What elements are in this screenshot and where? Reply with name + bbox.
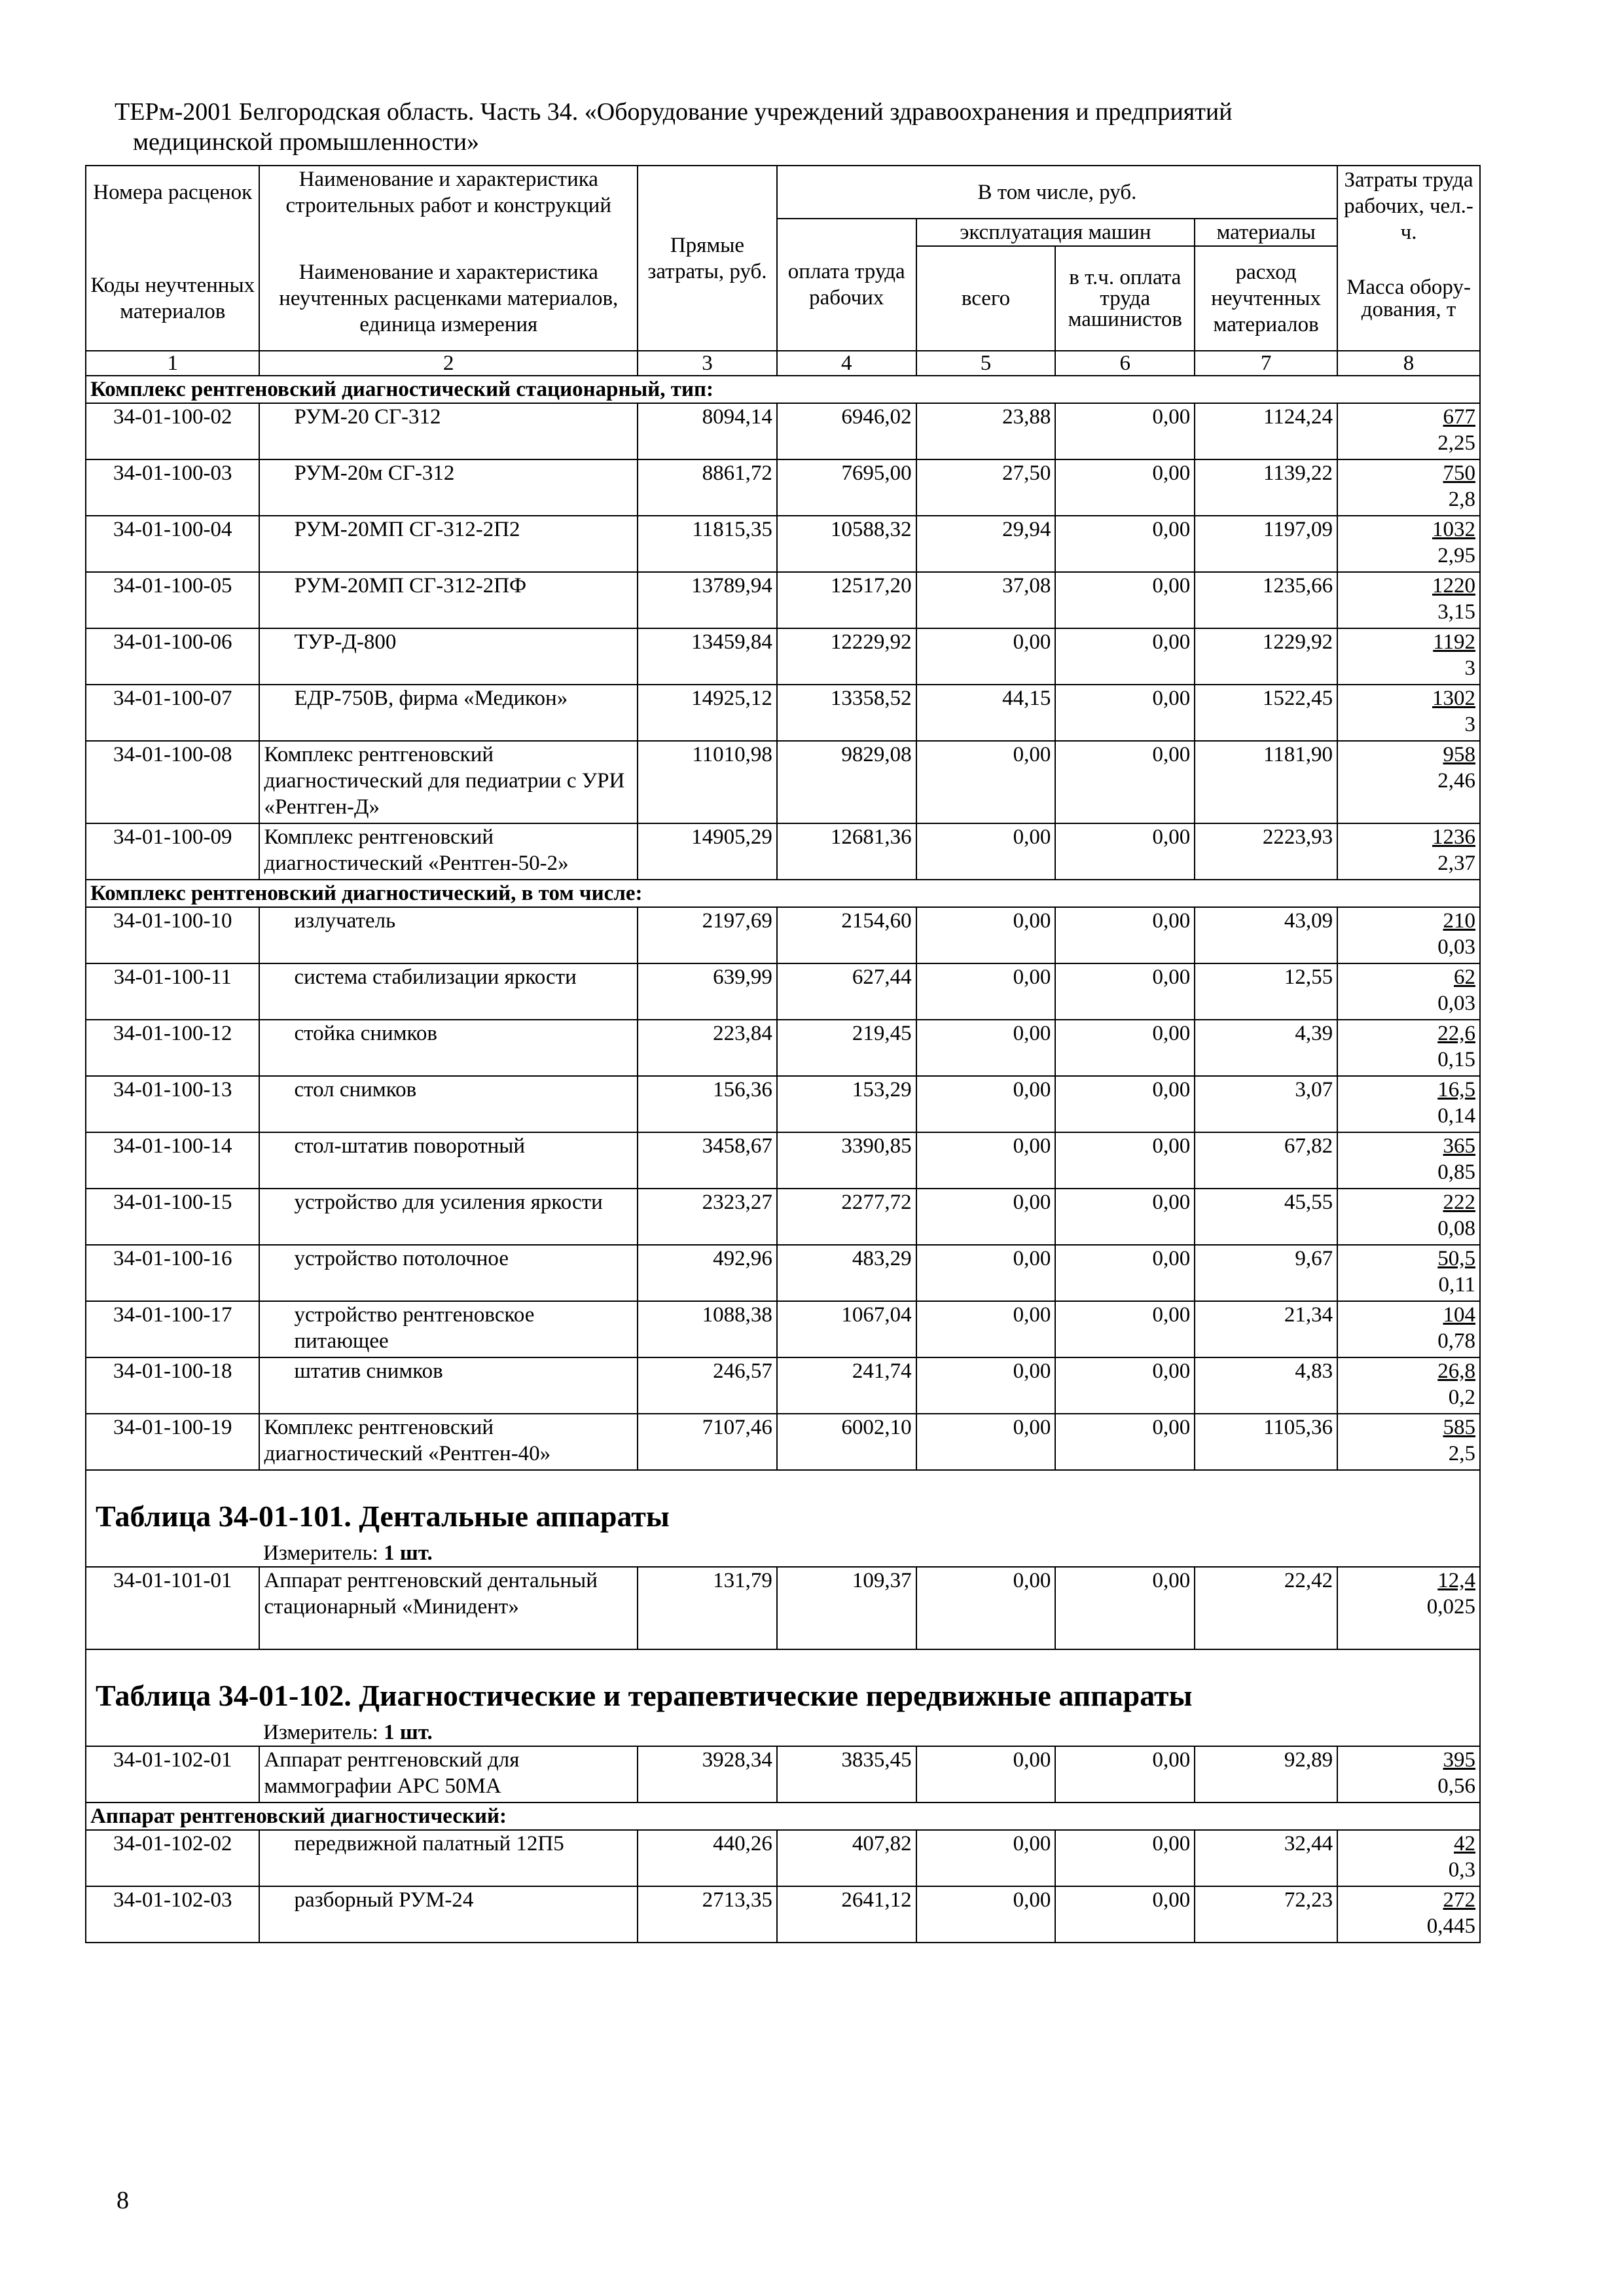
hours-mass-cell <box>1337 1020 1480 1076</box>
materials-cell: 72,23 <box>1195 1886 1337 1943</box>
table-row <box>86 1357 1480 1414</box>
machinist-labor-cell: 0,00 <box>1055 1414 1195 1470</box>
table-row <box>86 459 1480 516</box>
col6-header: в т.ч. оплата труда машинистов <box>1055 246 1195 351</box>
machine-cost-cell: 29,94 <box>916 516 1056 572</box>
table-row <box>86 1746 1480 1803</box>
labor-hours: 104 <box>1443 1303 1475 1327</box>
labor-hours: 1220 <box>1432 574 1475 598</box>
hours-mass-cell <box>1337 516 1480 572</box>
direct-cost-cell: 246,57 <box>638 1357 777 1414</box>
col-num-4: 4 <box>777 351 916 376</box>
code-cell: 34-01-100-18 <box>86 1357 259 1414</box>
machinist-labor-cell: 0,00 <box>1055 1746 1195 1803</box>
code-cell: 34-01-100-03 <box>86 459 259 516</box>
equipment-mass: 0,08 <box>1437 1217 1475 1240</box>
name-cell: ТУР-Д-800 <box>259 628 638 685</box>
equipment-mass: 3 <box>1464 656 1475 680</box>
table-row <box>86 516 1480 572</box>
page-number: 8 <box>117 2187 129 2214</box>
hours-mass-cell <box>1337 459 1480 516</box>
table-measure <box>86 1540 1479 1566</box>
materials-cell: 67,82 <box>1195 1132 1337 1189</box>
table-row <box>86 907 1480 963</box>
materials-cell: 45,55 <box>1195 1189 1337 1245</box>
code-cell: 34-01-100-19 <box>86 1414 259 1470</box>
hours-mass-cell <box>1337 907 1480 963</box>
machine-cost-cell: 0,00 <box>916 1245 1056 1301</box>
machinist-labor-cell: 0,00 <box>1055 1020 1195 1076</box>
machine-cost-cell: 37,08 <box>916 572 1056 628</box>
direct-cost-cell: 156,36 <box>638 1076 777 1132</box>
labor-cost-cell: 2154,60 <box>777 907 916 963</box>
labor-hours: 365 <box>1443 1134 1475 1158</box>
group-heading-row <box>86 880 1480 907</box>
equipment-mass: 0,025 <box>1426 1595 1475 1619</box>
table-row <box>86 1414 1480 1470</box>
machine-cost-cell: 0,00 <box>916 1189 1056 1245</box>
machine-cost-cell: 0,00 <box>916 1132 1056 1189</box>
labor-cost-cell: 10588,32 <box>777 516 916 572</box>
hours-mass-cell <box>1337 1567 1480 1649</box>
name-cell: Аппарат рентгеновский для маммографии АРС 50МА <box>259 1746 638 1803</box>
code-cell: 34-01-102-02 <box>86 1830 259 1886</box>
labor-hours: 22,6 <box>1437 1022 1475 1045</box>
code-cell: 34-01-100-04 <box>86 516 259 572</box>
labor-cost-cell: 6002,10 <box>777 1414 916 1470</box>
direct-cost-cell: 1088,38 <box>638 1301 777 1357</box>
code-cell: 34-01-100-16 <box>86 1245 259 1301</box>
direct-cost-cell: 11010,98 <box>638 741 777 823</box>
machine-cost-cell: 23,88 <box>916 403 1056 459</box>
col1-header-bottom: Коды неучтенных материалов <box>86 246 259 351</box>
name-cell: стойка снимков <box>259 1020 638 1076</box>
labor-cost-cell: 12229,92 <box>777 628 916 685</box>
code-cell: 34-01-100-12 <box>86 1020 259 1076</box>
header-line-2: медицинской промышленности» <box>133 128 480 156</box>
incl-header: В том числе, руб. <box>777 166 1337 219</box>
direct-cost-cell: 639,99 <box>638 963 777 1020</box>
hours-mass-cell <box>1337 1301 1480 1357</box>
direct-cost-cell: 8094,14 <box>638 403 777 459</box>
equipment-mass: 2,95 <box>1437 544 1475 567</box>
direct-cost-cell: 7107,46 <box>638 1414 777 1470</box>
equipment-mass: 3,15 <box>1437 600 1475 624</box>
machinist-labor-cell: 0,00 <box>1055 1357 1195 1414</box>
table-row <box>86 1132 1480 1189</box>
machinist-labor-cell: 0,00 <box>1055 963 1195 1020</box>
table-row <box>86 1245 1480 1301</box>
name-cell: РУМ-20м СГ-312 <box>259 459 638 516</box>
hours-mass-cell <box>1337 1357 1480 1414</box>
name-cell: стол снимков <box>259 1076 638 1132</box>
hours-mass-cell <box>1337 1132 1480 1189</box>
labor-cost-cell: 1067,04 <box>777 1301 916 1357</box>
labor-cost-cell: 9829,08 <box>777 741 916 823</box>
materials-cell: 43,09 <box>1195 907 1337 963</box>
labor-cost-cell: 3390,85 <box>777 1132 916 1189</box>
labor-hours: 958 <box>1443 743 1475 766</box>
name-cell: РУМ-20МП СГ-312-2П2 <box>259 516 638 572</box>
machine-cost-cell: 0,00 <box>916 963 1056 1020</box>
equipment-mass: 0,15 <box>1437 1048 1475 1071</box>
col7-header: расход неучтенных материалов <box>1195 246 1337 351</box>
name-cell: стол-штатив поворотный <box>259 1132 638 1189</box>
col-num-6: 6 <box>1055 351 1195 376</box>
table-row <box>86 1830 1480 1886</box>
labor-hours: 1236 <box>1432 825 1475 849</box>
labor-hours: 677 <box>1443 405 1475 429</box>
col3-header: Прямые затраты, руб. <box>638 166 777 351</box>
equipment-mass: 0,3 <box>1448 1858 1475 1882</box>
direct-cost-cell: 223,84 <box>638 1020 777 1076</box>
direct-cost-cell: 3928,34 <box>638 1746 777 1803</box>
machine-cost-cell: 0,00 <box>916 1076 1056 1132</box>
name-cell: передвижной палатный 12П5 <box>259 1830 638 1886</box>
labor-cost-cell: 483,29 <box>777 1245 916 1301</box>
labor-cost-cell: 12681,36 <box>777 823 916 880</box>
materials-cell: 3,07 <box>1195 1076 1337 1132</box>
direct-cost-cell: 492,96 <box>638 1245 777 1301</box>
machine-cost-cell: 0,00 <box>916 1830 1056 1886</box>
machinist-labor-cell: 0,00 <box>1055 1076 1195 1132</box>
col-num-7: 7 <box>1195 351 1337 376</box>
labor-hours: 585 <box>1443 1416 1475 1439</box>
machine-cost-cell: 0,00 <box>916 1746 1056 1803</box>
labor-hours: 1302 <box>1432 687 1475 710</box>
direct-cost-cell: 2713,35 <box>638 1886 777 1943</box>
machinist-labor-cell: 0,00 <box>1055 823 1195 880</box>
machinist-labor-cell: 0,00 <box>1055 1189 1195 1245</box>
col1-header-top: Номера расценок <box>86 166 259 219</box>
hours-mass-cell <box>1337 685 1480 741</box>
hours-mass-cell <box>1337 1189 1480 1245</box>
machine-cost-cell: 0,00 <box>916 1414 1056 1470</box>
code-cell: 34-01-100-13 <box>86 1076 259 1132</box>
group-heading-row <box>86 1803 1480 1830</box>
measure-value: 1 шт. <box>384 1541 433 1565</box>
materials-cell: 22,42 <box>1195 1567 1337 1649</box>
name-cell: устройство для усиления яркости <box>259 1189 638 1245</box>
code-cell: 34-01-100-10 <box>86 907 259 963</box>
machine-cost-cell: 0,00 <box>916 628 1056 685</box>
code-cell: 34-01-100-02 <box>86 403 259 459</box>
machinist-labor-cell: 0,00 <box>1055 459 1195 516</box>
materials-cell: 1522,45 <box>1195 685 1337 741</box>
direct-cost-cell: 13789,94 <box>638 572 777 628</box>
direct-cost-cell: 13459,84 <box>638 628 777 685</box>
name-cell: Аппарат рентгеновский дентальный стационарный «Минидент» <box>259 1567 638 1649</box>
name-cell: Комплекс рентгеновский диагностический для педиатрии с УРИ «Рентген-Д» <box>259 741 638 823</box>
materials-cell: 1181,90 <box>1195 741 1337 823</box>
direct-cost-cell: 2197,69 <box>638 907 777 963</box>
col-num-8: 8 <box>1337 351 1480 376</box>
labor-cost-cell: 2277,72 <box>777 1189 916 1245</box>
labor-hours: 26,8 <box>1437 1359 1475 1383</box>
table-title-row <box>86 1649 1480 1746</box>
col4-header: оплата труда рабочих <box>777 219 916 351</box>
direct-cost-cell: 14905,29 <box>638 823 777 880</box>
header-line-1: ТЕРм-2001 Белгородская область. Часть 34. «Оборудование учреждений здравоохранения и предприятий <box>115 98 1233 126</box>
direct-cost-cell: 131,79 <box>638 1567 777 1649</box>
hours-mass-cell <box>1337 823 1480 880</box>
rates-table <box>85 165 1481 1943</box>
materials-cell: 1124,24 <box>1195 403 1337 459</box>
machinist-labor-cell: 0,00 <box>1055 741 1195 823</box>
table-row <box>86 1301 1480 1357</box>
materials-cell: 4,39 <box>1195 1020 1337 1076</box>
direct-cost-cell: 2323,27 <box>638 1189 777 1245</box>
column-numbers-row <box>86 351 1480 376</box>
materials-cell: 1229,92 <box>1195 628 1337 685</box>
labor-hours: 12,4 <box>1437 1569 1475 1592</box>
table-title: Таблица 34-01-102. Диагностические и терапевтические передвижные аппараты <box>96 1679 1193 1712</box>
code-cell: 34-01-100-07 <box>86 685 259 741</box>
hours-mass-cell <box>1337 572 1480 628</box>
equipment-mass: 2,5 <box>1448 1442 1475 1465</box>
table-row <box>86 741 1480 823</box>
machine-cost-cell: 0,00 <box>916 1301 1056 1357</box>
code-cell: 34-01-100-17 <box>86 1301 259 1357</box>
table-row <box>86 685 1480 741</box>
materials-cell: 1197,09 <box>1195 516 1337 572</box>
machinist-labor-cell: 0,00 <box>1055 516 1195 572</box>
code-cell: 34-01-102-03 <box>86 1886 259 1943</box>
labor-hours: 62 <box>1454 965 1475 989</box>
materials-cell: 9,67 <box>1195 1245 1337 1301</box>
labor-cost-cell: 109,37 <box>777 1567 916 1649</box>
table-title: Таблица 34-01-101. Дентальные аппараты <box>96 1499 670 1533</box>
hours-mass-cell <box>1337 1886 1480 1943</box>
name-cell: Комплекс рентгеновский диагностический «Рентген-50-2» <box>259 823 638 880</box>
machinist-labor-cell: 0,00 <box>1055 1132 1195 1189</box>
labor-hours: 222 <box>1443 1191 1475 1214</box>
col5-header: всего <box>916 246 1056 351</box>
direct-cost-cell: 14925,12 <box>638 685 777 741</box>
header-row-1 <box>86 166 1480 219</box>
measure-label: Измеритель: <box>263 1541 378 1565</box>
col-num-1: 1 <box>86 351 259 376</box>
table-row <box>86 1020 1480 1076</box>
materials-cell: 92,89 <box>1195 1746 1337 1803</box>
table-row <box>86 572 1480 628</box>
direct-cost-cell: 440,26 <box>638 1830 777 1886</box>
direct-cost-cell: 3458,67 <box>638 1132 777 1189</box>
name-cell: ЕДР-750В, фирма «Медикон» <box>259 685 638 741</box>
materials-cell: 1139,22 <box>1195 459 1337 516</box>
code-cell: 34-01-101-01 <box>86 1567 259 1649</box>
table-row <box>86 823 1480 880</box>
measure-label: Измеритель: <box>263 1721 378 1744</box>
labor-cost-cell: 3835,45 <box>777 1746 916 1803</box>
equipment-mass: 0,56 <box>1437 1774 1475 1798</box>
hours-mass-cell <box>1337 628 1480 685</box>
rates-table-body <box>86 166 1480 1943</box>
table-row <box>86 628 1480 685</box>
code-cell: 34-01-100-05 <box>86 572 259 628</box>
labor-hours: 50,5 <box>1437 1247 1475 1270</box>
col2-header-top: Наименование и характеристика строительных работ и конструкций <box>259 166 638 219</box>
hours-mass-cell <box>1337 963 1480 1020</box>
materials-cell: 1235,66 <box>1195 572 1337 628</box>
group-heading: Комплекс рентгеновский диагностический стационарный, тип: <box>86 376 1480 403</box>
hours-mass-cell <box>1337 1076 1480 1132</box>
materials-cell: 4,83 <box>1195 1357 1337 1414</box>
equipment-mass: 0,78 <box>1437 1329 1475 1353</box>
col8-header-bottom: Масса обору-дования, т <box>1337 246 1480 351</box>
equipment-mass: 0,11 <box>1438 1273 1475 1297</box>
equipment-mass: 0,2 <box>1448 1386 1475 1409</box>
labor-hours: 750 <box>1443 461 1475 485</box>
code-cell: 34-01-100-09 <box>86 823 259 880</box>
labor-cost-cell: 219,45 <box>777 1020 916 1076</box>
equipment-mass: 0,445 <box>1426 1914 1475 1938</box>
equipment-mass: 3 <box>1464 713 1475 736</box>
table-row <box>86 1076 1480 1132</box>
name-cell: система стабилизации яркости <box>259 963 638 1020</box>
machine-cost-cell: 0,00 <box>916 741 1056 823</box>
labor-cost-cell: 407,82 <box>777 1830 916 1886</box>
machine-cost-cell: 0,00 <box>916 1020 1056 1076</box>
group-heading-row <box>86 376 1480 403</box>
hours-mass-cell <box>1337 1414 1480 1470</box>
machine-cost-cell: 44,15 <box>916 685 1056 741</box>
col-num-5: 5 <box>916 351 1056 376</box>
machinist-labor-cell: 0,00 <box>1055 907 1195 963</box>
name-cell: штатив снимков <box>259 1357 638 1414</box>
name-cell: РУМ-20МП СГ-312-2ПФ <box>259 572 638 628</box>
machinist-labor-cell: 0,00 <box>1055 1830 1195 1886</box>
machinist-labor-cell: 0,00 <box>1055 1567 1195 1649</box>
labor-hours: 1192 <box>1433 630 1475 654</box>
machinist-labor-cell: 0,00 <box>1055 572 1195 628</box>
equipment-mass: 0,14 <box>1437 1104 1475 1128</box>
direct-cost-cell: 8861,72 <box>638 459 777 516</box>
machine-cost-cell: 0,00 <box>916 1357 1056 1414</box>
equipment-mass: 2,46 <box>1437 769 1475 793</box>
hours-mass-cell <box>1337 1245 1480 1301</box>
materials-cell: 2223,93 <box>1195 823 1337 880</box>
labor-hours: 272 <box>1443 1888 1475 1912</box>
name-cell: РУМ-20 СГ-312 <box>259 403 638 459</box>
labor-cost-cell: 13358,52 <box>777 685 916 741</box>
code-cell: 34-01-100-11 <box>86 963 259 1020</box>
labor-cost-cell: 153,29 <box>777 1076 916 1132</box>
labor-cost-cell: 12517,20 <box>777 572 916 628</box>
materials-header: материалы <box>1195 219 1337 246</box>
equipment-mass: 0,85 <box>1437 1160 1475 1184</box>
table-row <box>86 403 1480 459</box>
col-num-3: 3 <box>638 351 777 376</box>
machinist-labor-cell: 0,00 <box>1055 628 1195 685</box>
labor-cost-cell: 6946,02 <box>777 403 916 459</box>
name-cell: излучатель <box>259 907 638 963</box>
machinist-labor-cell: 0,00 <box>1055 1886 1195 1943</box>
labor-hours: 16,5 <box>1437 1078 1475 1102</box>
labor-cost-cell: 627,44 <box>777 963 916 1020</box>
code-cell: 34-01-100-14 <box>86 1132 259 1189</box>
equipment-mass: 2,37 <box>1437 852 1475 875</box>
measure-value: 1 шт. <box>384 1721 433 1744</box>
name-cell: устройство потолочное <box>259 1245 638 1301</box>
table-row <box>86 963 1480 1020</box>
name-cell: устройство рентгеновское питающее <box>259 1301 638 1357</box>
code-cell: 34-01-100-06 <box>86 628 259 685</box>
hours-mass-cell <box>1337 1746 1480 1803</box>
table-measure <box>86 1719 1479 1746</box>
machinist-labor-cell: 0,00 <box>1055 1301 1195 1357</box>
hours-mass-cell <box>1337 1830 1480 1886</box>
name-cell: разборный РУМ-24 <box>259 1886 638 1943</box>
labor-hours: 210 <box>1443 909 1475 933</box>
header-row-2 <box>86 219 1480 246</box>
code-cell: 34-01-100-15 <box>86 1189 259 1245</box>
machinist-labor-cell: 0,00 <box>1055 685 1195 741</box>
code-cell: 34-01-100-08 <box>86 741 259 823</box>
labor-hours: 42 <box>1454 1832 1475 1856</box>
materials-cell: 21,34 <box>1195 1301 1337 1357</box>
equipment-mass: 2,25 <box>1437 431 1475 455</box>
table-title-row <box>86 1470 1480 1567</box>
materials-cell: 32,44 <box>1195 1830 1337 1886</box>
direct-cost-cell: 11815,35 <box>638 516 777 572</box>
table-row <box>86 1567 1480 1649</box>
machine-cost-cell: 0,00 <box>916 823 1056 880</box>
materials-cell: 12,55 <box>1195 963 1337 1020</box>
col8-header-top: Затраты труда рабочих, чел.-ч. <box>1337 166 1480 246</box>
equipment-mass: 0,03 <box>1437 992 1475 1015</box>
labor-cost-cell: 7695,00 <box>777 459 916 516</box>
group-heading: Комплекс рентгеновский диагностический, в том числе: <box>86 880 1480 907</box>
machinist-labor-cell: 0,00 <box>1055 1245 1195 1301</box>
machinist-labor-cell: 0,00 <box>1055 403 1195 459</box>
page-header <box>115 97 1489 157</box>
col2-header-bottom: Наименование и характеристика неучтенных расценками материалов, единица измерения <box>259 246 638 351</box>
col-num-2: 2 <box>259 351 638 376</box>
machine-cost-cell: 27,50 <box>916 459 1056 516</box>
table-row <box>86 1886 1480 1943</box>
equipment-mass: 2,8 <box>1448 488 1475 511</box>
machine-cost-cell: 0,00 <box>916 907 1056 963</box>
materials-cell: 1105,36 <box>1195 1414 1337 1470</box>
machine-cost-cell: 0,00 <box>916 1567 1056 1649</box>
labor-cost-cell: 241,74 <box>777 1357 916 1414</box>
name-cell: Комплекс рентгеновский диагностический «Рентген-40» <box>259 1414 638 1470</box>
labor-hours: 1032 <box>1432 518 1475 541</box>
group-heading: Аппарат рентгеновский диагностический: <box>86 1803 1480 1830</box>
table-row <box>86 1189 1480 1245</box>
machine-cost-cell: 0,00 <box>916 1886 1056 1943</box>
labor-hours: 395 <box>1443 1748 1475 1772</box>
equipment-mass: 0,03 <box>1437 935 1475 959</box>
code-cell: 34-01-102-01 <box>86 1746 259 1803</box>
hours-mass-cell <box>1337 741 1480 823</box>
machines-header: эксплуатация машин <box>916 219 1195 246</box>
labor-cost-cell: 2641,12 <box>777 1886 916 1943</box>
hours-mass-cell <box>1337 403 1480 459</box>
